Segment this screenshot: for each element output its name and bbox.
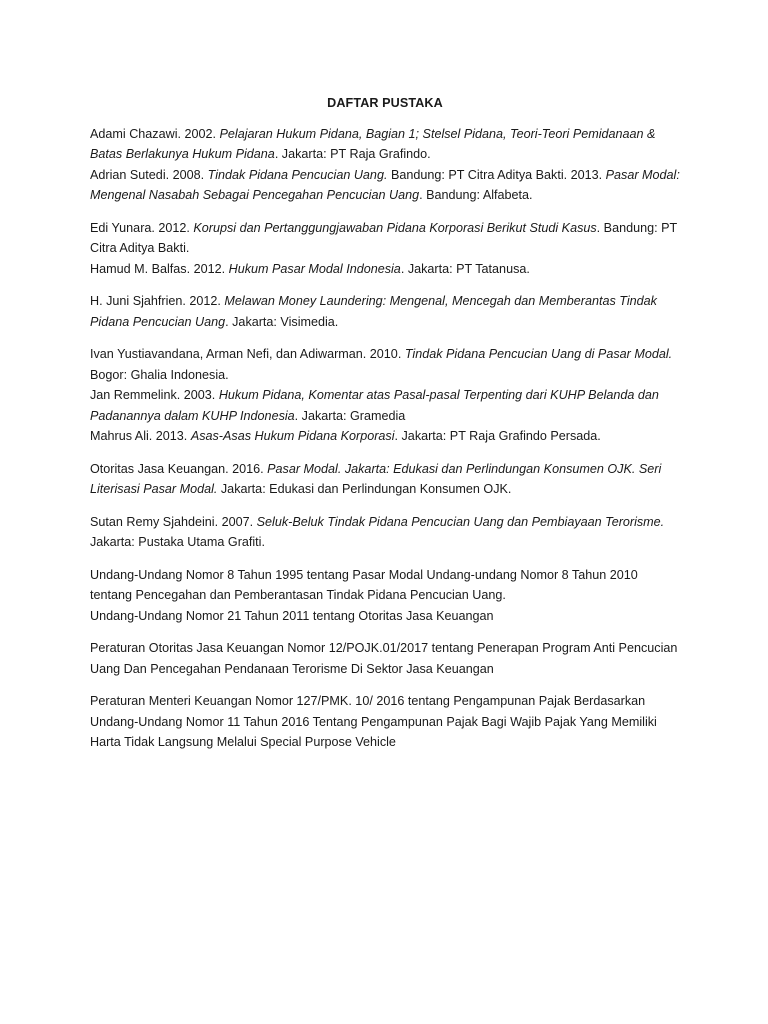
page-title: DAFTAR PUSTAKA xyxy=(327,96,443,110)
reference-group xyxy=(90,512,680,553)
reference-group xyxy=(90,638,680,679)
reference-group xyxy=(90,291,680,332)
reference-entry: Jan Remmelink. 2003. Hukum Pidana, Komentar atas Pasal-pasal Terpenting dari KUHP Belanda dan Padanannya dalam KUHP Indonesia. Jakarta: Gramedia xyxy=(90,388,659,423)
reference-group xyxy=(90,124,680,206)
reference-entry: Otoritas Jasa Keuangan. 2016. Pasar Modal. Jakarta: Edukasi dan Perlindungan Konsumen OJK. Seri Literisasi Pasar Modal. Jakarta: Edukasi dan Perlindungan Konsumen OJK. xyxy=(90,461,662,496)
document-page xyxy=(90,93,680,765)
reference-entry: Adrian Sutedi. 2008. Tindak Pidana Pencucian Uang. Bandung: PT Citra Aditya Bakti. 2013. Pasar Modal: Mengenal Nasabah Sebagai Pencegahan Pencucian Uang. Bandung: Alfabeta. xyxy=(90,167,680,202)
reference-entry: Undang-Undang Nomor 8 Tahun 1995 tentang Pasar Modal Undang-undang Nomor 8 Tahun 2010 tentang Pencegahan dan Pemberantasan Tindak Pidana Pencucian Uang. xyxy=(90,567,638,602)
reference-entry: Undang-Undang Nomor 21 Tahun 2011 tentang Otoritas Jasa Keuangan xyxy=(90,608,494,623)
reference-group xyxy=(90,218,680,280)
reference-entry: H. Juni Sjahfrien. 2012. Melawan Money Laundering: Mengenal, Mencegah dan Memberantas Tindak Pidana Pencucian Uang. Jakarta: Visimedia. xyxy=(90,294,657,329)
reference-entry: Mahrus Ali. 2013. Asas-Asas Hukum Pidana Korporasi. Jakarta: PT Raja Grafindo Persada. xyxy=(90,429,601,443)
reference-entry: Sutan Remy Sjahdeini. 2007. Seluk-Beluk Tindak Pidana Pencucian Uang dan Pembiayaan Terorisme. Jakarta: Pustaka Utama Grafiti. xyxy=(90,514,665,549)
reference-entry: Adami Chazawi. 2002. Pelajaran Hukum Pidana, Bagian 1; Stelsel Pidana, Teori-Teori Pemidanaan & Batas Berlakunya Hukum Pidana. Jakarta: PT Raja Grafindo. xyxy=(90,126,656,161)
reference-group xyxy=(90,344,680,447)
reference-entry: Ivan Yustiavandana, Arman Nefi, dan Adiwarman. 2010. Tindak Pidana Pencucian Uang di Pasar Modal. Bogor: Ghalia Indonesia. xyxy=(90,347,673,382)
reference-entry: Edi Yunara. 2012. Korupsi dan Pertanggungjawaban Pidana Korporasi Berikut Studi Kasus. Bandung: PT Citra Aditya Bakti. xyxy=(90,220,677,255)
reference-entry: Peraturan Menteri Keuangan Nomor 127/PMK. 10/ 2016 tentang Pengampunan Pajak Berdasarkan Undang-Undang Nomor 11 Tahun 2016 Tentang Pengampunan Pajak Bagi Wajib Pajak Yang Memiliki Harta Tidak Langsung Melalui Special Purpose Vehicle xyxy=(90,694,657,749)
reference-group xyxy=(90,459,680,500)
reference-entry: Peraturan Otoritas Jasa Keuangan Nomor 12/POJK.01/2017 tentang Penerapan Program Anti Pencucian Uang Dan Pencegahan Pendanaan Terorisme Di Sektor Jasa Keuangan xyxy=(90,641,678,676)
reference-group xyxy=(90,691,680,753)
reference-group xyxy=(90,565,680,627)
reference-entry: Hamud M. Balfas. 2012. Hukum Pasar Modal Indonesia. Jakarta: PT Tatanusa. xyxy=(90,261,530,276)
